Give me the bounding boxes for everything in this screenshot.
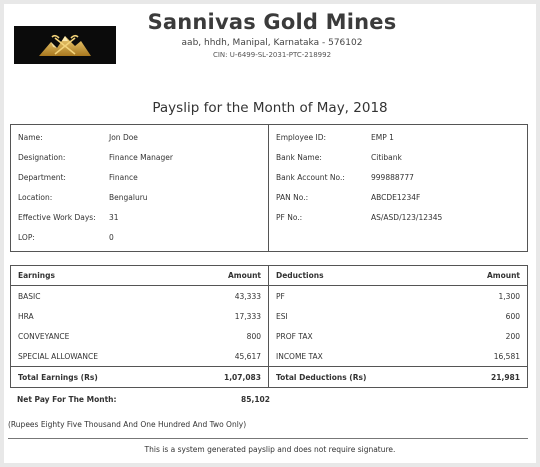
info-row-name (11, 127, 268, 147)
employee-info-box (10, 124, 528, 252)
deduction-label: PF (276, 291, 285, 301)
deductions-header (269, 266, 527, 286)
footer-divider (8, 438, 528, 439)
table-row (11, 346, 268, 366)
info-label: Department: (18, 172, 66, 182)
info-row-department (11, 167, 268, 187)
info-row-work-days (11, 207, 268, 227)
info-label: Designation: (18, 152, 66, 162)
total-earnings-amount: 1,07,083 (223, 372, 261, 382)
earnings-column (11, 266, 269, 387)
info-value: 0 (109, 232, 114, 242)
info-value: 999888777 (371, 172, 414, 182)
total-earnings-row (11, 366, 268, 387)
info-label: Location: (18, 192, 53, 202)
info-value: 31 (109, 212, 119, 222)
info-value: Jon Doe (109, 132, 138, 142)
deductions-column (269, 266, 527, 387)
info-value: Finance (109, 172, 138, 182)
deduction-amount: 16,581 (493, 351, 520, 361)
total-earnings-label: Total Earnings (Rs) (18, 372, 98, 382)
company-name: Sannivas Gold Mines (147, 10, 397, 34)
earnings-header (11, 266, 268, 286)
net-pay-amount: 85,102 (241, 394, 270, 404)
earnings-deductions-table (10, 265, 528, 388)
deduction-label: INCOME TAX (276, 351, 323, 361)
info-label: PF No.: (276, 212, 303, 222)
info-row-pf (269, 207, 527, 227)
info-label: Name: (18, 132, 43, 142)
table-row (269, 326, 527, 346)
deductions-header-label: Deductions (276, 271, 324, 280)
table-row (269, 346, 527, 366)
info-row-pan (269, 187, 527, 207)
employee-info-left (11, 125, 269, 251)
table-row (269, 306, 527, 326)
payslip-page (4, 4, 536, 463)
info-value: Citibank (371, 152, 402, 162)
info-label: Effective Work Days: (18, 212, 96, 222)
info-row-bank-account (269, 167, 527, 187)
info-row-lop (11, 227, 268, 247)
earning-label: SPECIAL ALLOWANCE (18, 351, 99, 361)
earning-amount: 45,617 (234, 351, 261, 361)
info-label: LOP: (18, 232, 35, 242)
info-value: Bengaluru (109, 192, 148, 202)
table-row (11, 306, 268, 326)
footer-note: This is a system generated payslip and does not require signature. (144, 445, 396, 454)
info-row-designation (11, 147, 268, 167)
total-deductions-row (269, 366, 527, 387)
deduction-amount: 200 (505, 331, 520, 341)
table-row (269, 286, 527, 306)
payslip-title: Payslip for the Month of May, 2018 (152, 100, 388, 116)
company-cin: CIN: U-6499-SL-2031-PTC-218992 (212, 51, 332, 59)
info-label: Employee ID: (276, 132, 327, 142)
total-deductions-label: Total Deductions (Rs) (276, 372, 367, 382)
earnings-header-amount: Amount (227, 271, 261, 280)
deduction-label: ESI (276, 311, 288, 321)
info-label: PAN No.: (276, 192, 309, 202)
amount-in-words: (Rupees Eighty Five Thousand And One Hundred And Two Only) (8, 420, 247, 429)
info-row-employee-id (269, 127, 527, 147)
company-address: aab, hhdh, Manipal, Karnataka - 576102 (181, 38, 363, 48)
info-value: AS/ASD/123/12345 (371, 212, 443, 222)
table-row (11, 326, 268, 346)
info-value: EMP 1 (371, 132, 394, 142)
earning-label: BASIC (18, 291, 41, 301)
earning-label: CONVEYANCE (18, 331, 70, 341)
info-row-location (11, 187, 268, 207)
deduction-amount: 600 (505, 311, 520, 321)
info-label: Bank Name: (276, 152, 322, 162)
earning-amount: 17,333 (234, 311, 261, 321)
info-row-bank-name (269, 147, 527, 167)
info-value: Finance Manager (109, 152, 173, 162)
total-deductions-amount: 21,981 (491, 372, 520, 382)
company-logo (14, 26, 116, 64)
table-row (11, 286, 268, 306)
gold-mine-logo-icon (35, 30, 95, 60)
info-value: ABCDE1234F (371, 192, 421, 202)
info-label: Bank Account No.: (276, 172, 345, 182)
earning-amount: 43,333 (234, 291, 261, 301)
employee-info-right (269, 125, 527, 251)
earning-amount: 800 (246, 331, 261, 341)
earnings-header-label: Earnings (18, 271, 55, 280)
company-header (114, 10, 430, 59)
deduction-label: PROF TAX (276, 331, 313, 341)
earning-label: HRA (18, 311, 34, 321)
deduction-amount: 1,300 (498, 291, 520, 301)
deductions-header-amount: Amount (486, 271, 520, 280)
net-pay-label: Net Pay For The Month: (17, 394, 117, 404)
